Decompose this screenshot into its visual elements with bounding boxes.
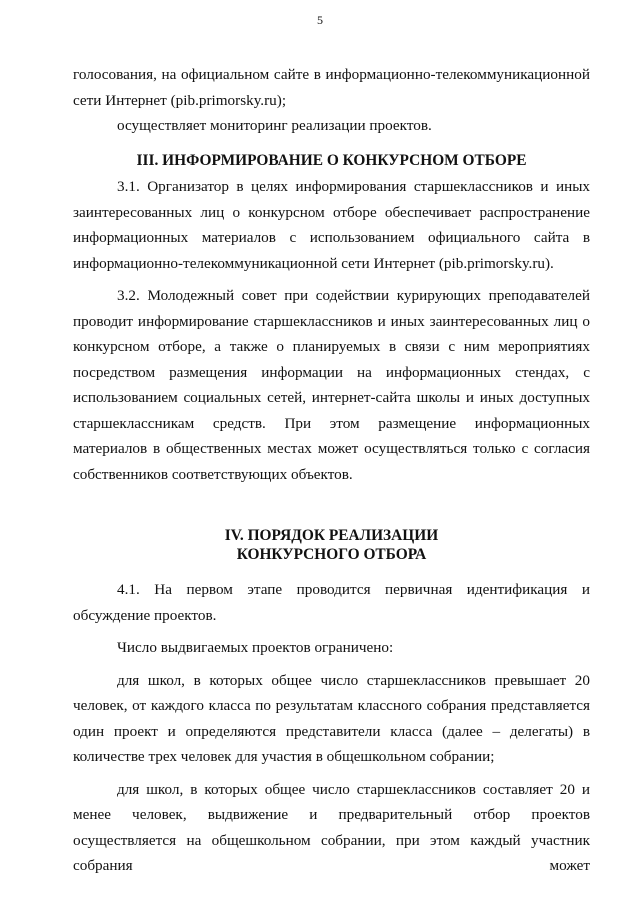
intro-paragraph-monitoring: осуществляет мониторинг реализации проектов. (117, 117, 432, 134)
paragraph-4-1: 4.1. На первом этапе проводится первичная идентификация и обсуждение проектов. (73, 581, 590, 624)
paragraph-3-2: 3.2. Молодежный совет при содействии курирующих преподавателей проводит информирование старшеклассников и иных заинтересованных лиц о конкурсном отборе, а также о планируемых в связи с ним мероприятиях посредством размещения информации на информационных стендах, с использованием социальных сетей, интернет-сайта школы и иных доступных старшеклассникам средств. При этом размещение информационных материалов в общественных местах может осуществляться только с согласия собственников соответствующих объектов. (73, 287, 590, 483)
section-4-body (73, 577, 590, 879)
paragraph-project-limit: Число выдвигаемых проектов ограничено: (117, 639, 394, 656)
paragraph-3-1: 3.1. Организатор в целях информирования старшеклассников и иных заинтересованных лиц о конкурсном отборе обеспечивает распространение информационных материалов с использованием официального сайта в информационно-телекоммуникационной сети Интернет (pib.primorsky.ru). (73, 178, 590, 272)
intro-paragraph-voting: голосования, на официальном сайте в информационно-телекоммуникационной сети Интернет (pib.primorsky.ru); (73, 66, 590, 109)
section-4-heading (73, 526, 590, 564)
intro-block (73, 62, 590, 139)
paragraph-large-schools: для школ, в которых общее число старшеклассников превышает 20 человек, от каждого класса по результатам классного собрания представляется один проект и определяются представители класса (далее – делегаты) в количестве трех человек для участия в общешкольном собрании; (73, 671, 590, 765)
section-4-heading-line-1: IV. ПОРЯДОК РЕАЛИЗАЦИИ (224, 527, 439, 544)
page-number: 5 (317, 13, 323, 27)
section-3-body (73, 174, 590, 487)
section-3-heading: III. ИНФОРМИРОВАНИЕ О КОНКУРСНОМ ОТБОРЕ (136, 152, 527, 169)
paragraph-small-schools: для школ, в которых общее число старшеклассников составляет 20 и менее человек, выдвижение и предварительный отбор проектов осуществляется на общешкольном собрании, при этом каждый участник собрания может (73, 780, 590, 874)
section-4-heading-line-2: КОНКУРСНОГО ОТБОРА (236, 546, 427, 563)
